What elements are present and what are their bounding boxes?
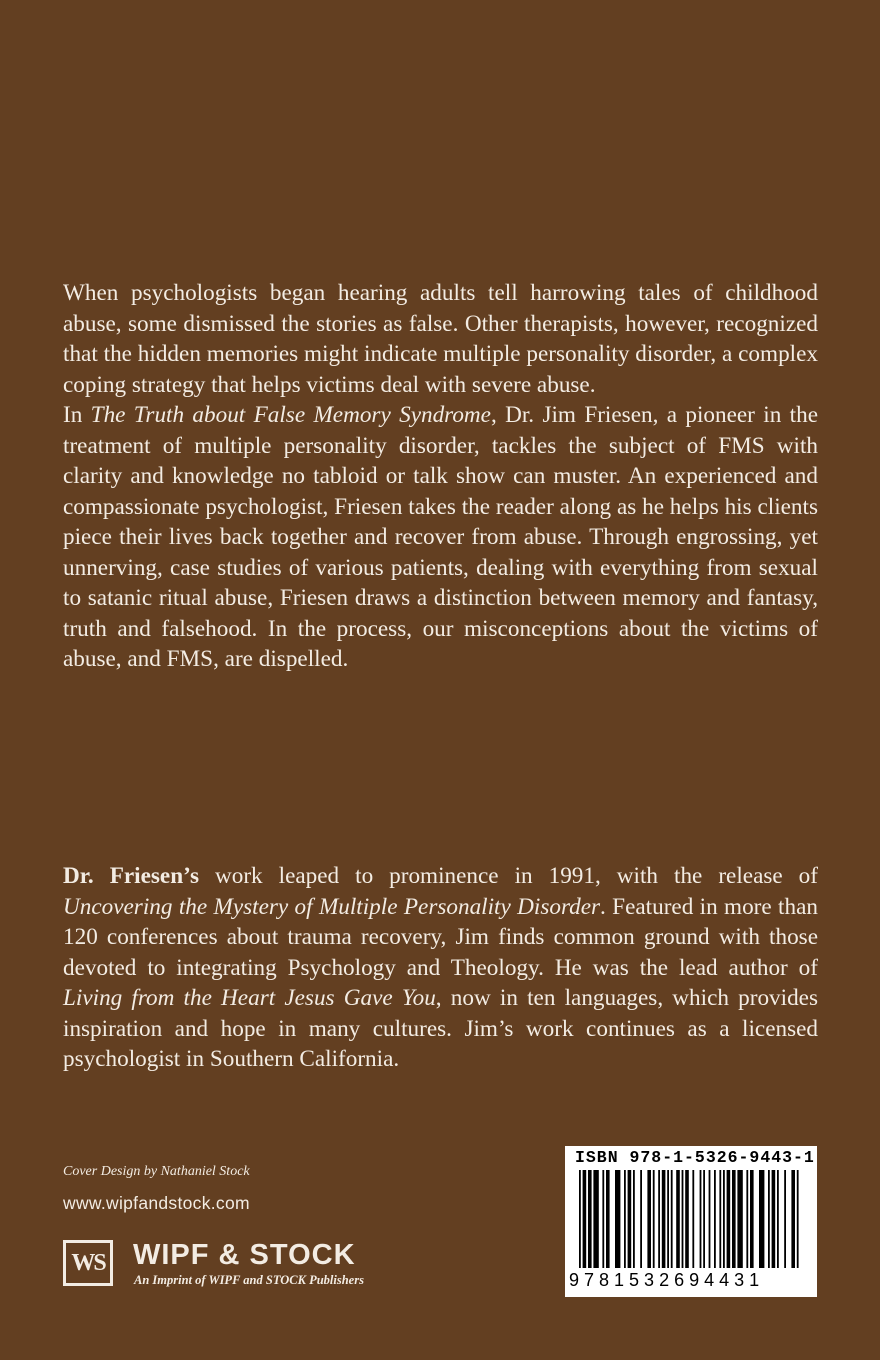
barcode-bar [797,1170,799,1268]
description-paragraph-1: When psychologists began hearing adults tell harrowing tales of childhood abuse, some dismissed the stories as false. Other therapists, however, recognized that the hidden memories might indicate multiple personality disorder, a complex coping strategy that helps victims deal with severe abuse. [63,280,818,398]
barcode-bar [727,1170,731,1268]
isbn-barcode [565,1146,817,1297]
barcode-bar [583,1170,587,1268]
barcode-bar [723,1170,725,1268]
barcode-bar [667,1170,669,1268]
publisher-website: www.wipfandstock.com [63,1193,250,1213]
barcode-bar [732,1170,736,1268]
bio-text-2: . Featured in more than 120 conferences about trauma recovery, Jim finds common ground with those devoted to integrating Psychology and Theology. He was the lead author of [63,893,818,981]
barcode-bar [685,1170,689,1268]
author-bio [63,861,818,1075]
bio-text-3: , now in ten languages, which provides inspiration and hope in many cultures. Jim’s work continues as a licensed psychologist in Southern California. [63,985,818,1072]
barcode-bar [628,1170,632,1268]
bio-text-1: work leaped to prominence in 1991, with the release of [198,863,818,889]
previous-book-title: Uncovering the Mystery of Multiple Personality Disorder [63,893,601,920]
barcode-bar [676,1170,680,1268]
author-name: Dr. Friesen’s [63,863,199,889]
barcode-bar [662,1170,666,1268]
barcode-bar [737,1170,742,1268]
book-description [63,278,818,675]
barcode-bar [602,1170,604,1268]
barcode-bar [682,1170,684,1268]
barcode-bar [653,1170,655,1268]
barcode-bar [640,1170,642,1268]
barcode-bar [624,1170,626,1268]
barcode-bar [615,1170,620,1268]
barcode-bar [709,1170,711,1268]
publisher-name: WIPF & STOCK [133,1239,356,1271]
publisher-logo-icon: WS [63,1240,113,1286]
barcode-bar [791,1170,795,1268]
barcode-bar [692,1170,694,1268]
barcode-digits: 9781532694431 [569,1270,765,1290]
barcode-bar [746,1170,748,1268]
barcode-bar [772,1170,776,1268]
barcode-bar [633,1170,635,1268]
barcode-bar [784,1170,786,1268]
barcode-bars [579,1170,803,1268]
cover-design-credit: Cover Design by Nathaniel Stock [63,1164,250,1179]
barcode-bar [588,1170,592,1268]
barcode-bar [750,1170,754,1268]
isbn-label: ISBN 978-1-5326-9443-1 [575,1148,815,1167]
barcode-bar [579,1170,581,1268]
barcode-bar [700,1170,702,1268]
publisher-imprint: An Imprint of WIPF and STOCK Publishers [134,1273,364,1287]
second-book-title: Living from the Heart Jesus Gave You [63,985,436,1011]
book-title: The Truth about False Memory Syndrome [90,402,491,428]
barcode-bar [647,1170,651,1268]
barcode-bar [593,1170,598,1268]
barcode-bar [768,1170,770,1268]
description-text-post: , Dr. Jim Friesen, a pioneer in the treatment of multiple personality disorder, tackles the subject of FMS with clarity and knowledge no tabloid or talk show can muster. An experienced and compassionate psychologist, Friesen takes the reader along as he helps his clients piece their lives back together and recover from abuse. Through engrossing, yet unnerving, case studies of various patients, dealing with everything from sexual to satanic ritual abuse, Friesen draws a distinction between memory and fantasy, truth and falsehood. In the process, our misconceptions about the victims of abuse, and FMS, are dispelled. [63,402,818,672]
author-bio-paragraph [63,861,818,1075]
barcode-bar [703,1170,705,1268]
barcode-bar [606,1170,610,1268]
barcode-bar [777,1170,779,1268]
barcode-bar [759,1170,764,1268]
barcode-bar [714,1170,716,1268]
barcode-bar [658,1170,660,1268]
description-paragraph-2 [63,400,818,675]
barcode-bar [671,1170,673,1268]
description-text-pre: In [63,402,91,428]
barcode-bar [719,1170,721,1268]
